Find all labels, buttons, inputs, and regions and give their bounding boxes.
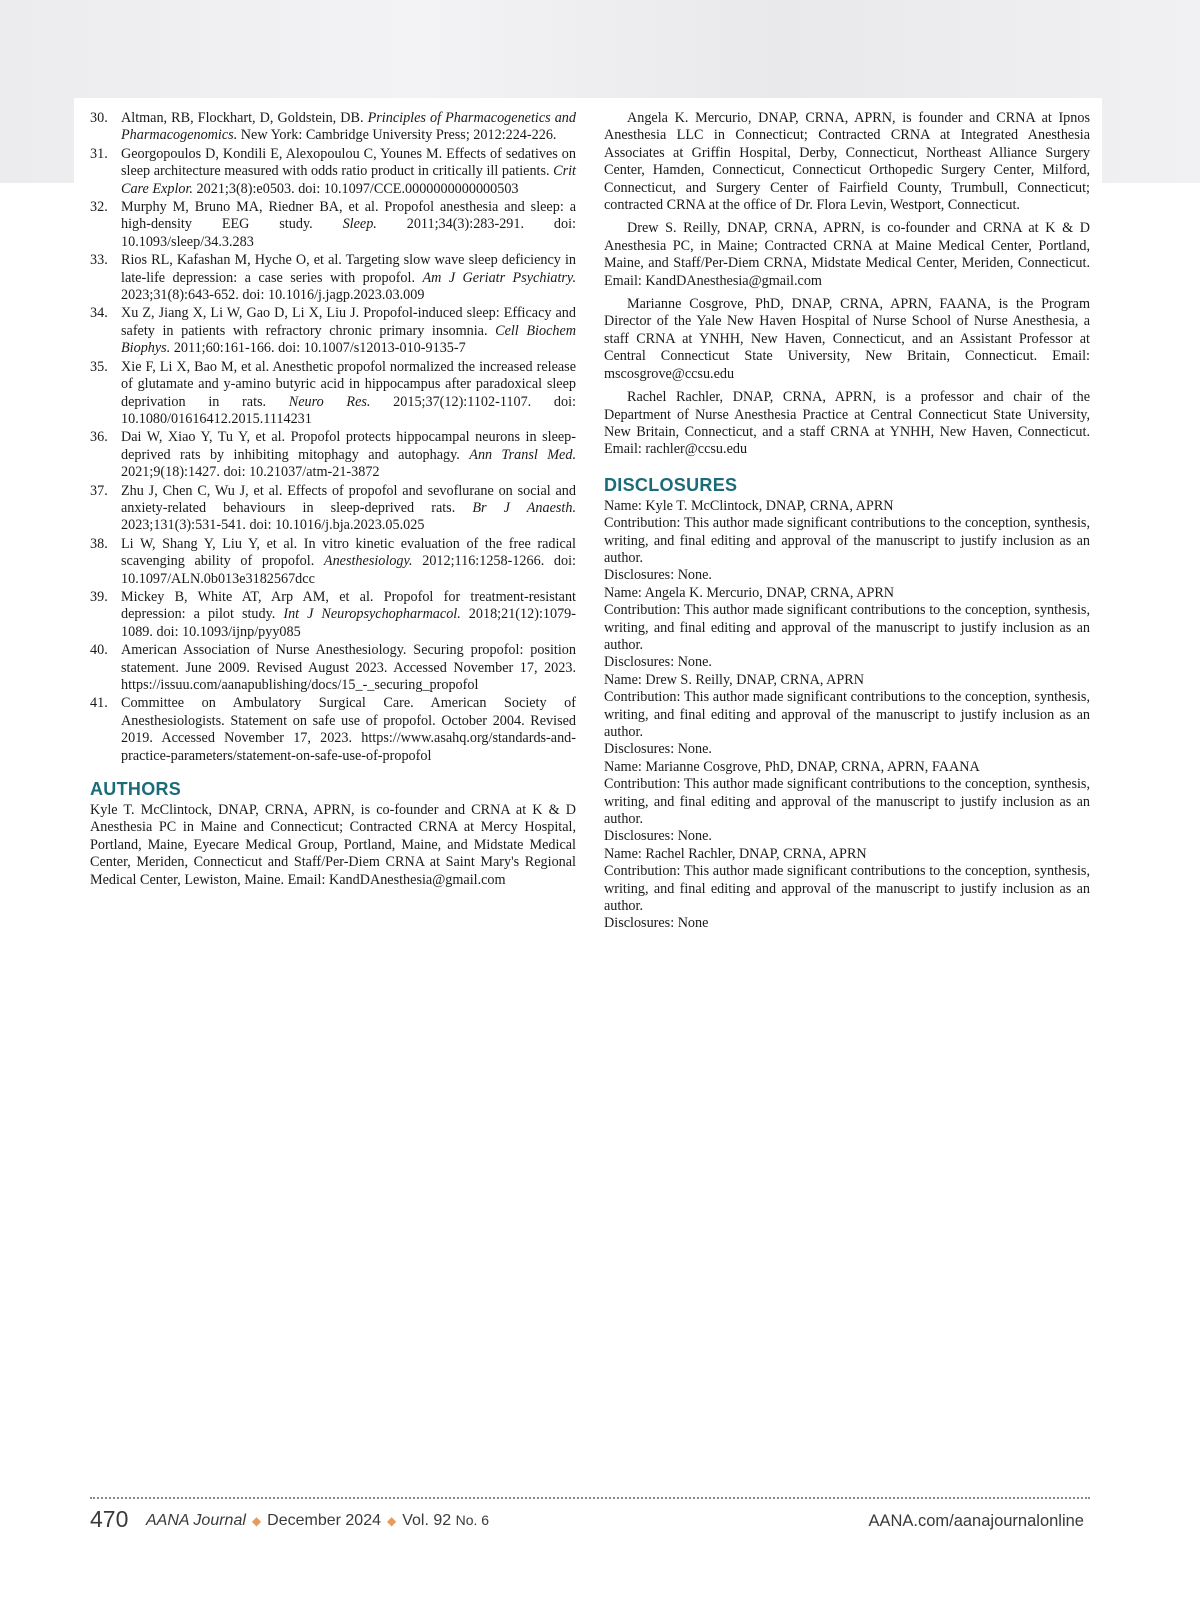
diamond-separator-icon: ◆ <box>251 1514 262 1528</box>
diamond-separator-icon: ◆ <box>386 1514 397 1528</box>
reference-text: Georgopoulos D, Kondili E, Alexopoulou C, Younes M. Effects of sedatives on sleep architecture measured with odds ratio product in critically ill patients. <box>121 145 576 180</box>
reference-text: Murphy M, Bruno MA, Riedner BA, et al. Propofol anesthesia and sleep: a high-density EEG study. <box>121 199 576 233</box>
author-bio: Angela K. Mercurio, DNAP, CRNA, APRN, is founder and CRNA at Ipnos Anesthesia LLC in Connecticut; Contracted CRNA at Integrated Anesthesia Associates at Griffin Hospital, Derby, Connecticut, Northeast Alliance Surgery Center, Hamden, Connecticut, Connecticut Orthopedic Surgery Center, Milford, Connecticut, and Surgery Center of Fairfield County, Trumbull, Connecticut; contracted CRNA at the office of Dr. Flora Levin, Westport, Connecticut. <box>604 110 1090 214</box>
disclosure-contribution: Contribution: This author made significant contributions to the conception, synthesis, writing, and final editing and approval of the manuscript to justify inclusion as an author. <box>604 863 1090 915</box>
reference-item <box>90 536 576 588</box>
journal-url-link[interactable]: AANA.com/aanajournalonline <box>868 1512 1084 1530</box>
authors-heading: AUTHORS <box>90 779 182 800</box>
reference-text: Li W, Shang Y, Liu Y, et al. In vitro kinetic evaluation of the free radical scavenging ability of propofol. <box>121 535 576 570</box>
reference-text: Xu Z, Jiang X, Li W, Gao D, Li X, Liu J. Propofol-induced sleep: Efficacy and safety in patients with refractory chronic primary insomnia. <box>121 305 576 339</box>
reference-journal-title: Anesthesiology. <box>323 553 413 570</box>
journal-name: AANA Journal <box>146 1512 246 1529</box>
reference-number: 41. <box>90 695 108 712</box>
reference-journal-title: Principles of Pharmacogenetics and Pharmacogenomics. <box>121 110 576 144</box>
right-column <box>604 110 1090 933</box>
author-bio: Drew S. Reilly, DNAP, CRNA, APRN, is co-founder and CRNA at K & D Anesthesia PC, in Maine; Contracted CRNA at Maine Medical Center, Portland, Maine, and Staff/Per-Diem CRNA, Midstate Medical Center, Meriden, Connecticut. Email: KandDAnesthesia@gmail.com <box>604 220 1090 289</box>
reference-text: 2011;60:161-166. doi: 10.1007/s12013-010-9135-7 <box>170 340 466 357</box>
reference-text: Committee on Ambulatory Surgical Care. American Society of Anesthesiologists. Statement on safe use of propofol. October 2004. Revised 2019. Accessed November 17, 2023. https://www.asahq.org/standards-and-practice-parameters/statement-on-safe-use-of-propofol <box>121 695 576 764</box>
page-footer <box>90 1502 1090 1538</box>
reference-text: Dai W, Xiao Y, Tu Y, et al. Propofol protects hippocampal neurons in sleep-deprived rats by inhibiting mitophagy and autophagy. <box>121 429 576 463</box>
disclosure-disclosure: Disclosures: None <box>604 915 709 932</box>
page-number: 470 <box>90 1506 129 1532</box>
disclosure-contribution: Contribution: This author made significant contributions to the conception, synthesis, writing, and final editing and approval of the manuscript to justify inclusion as an author. <box>604 689 1090 740</box>
disclosure-name: Name: Rachel Rachler, DNAP, CRNA, APRN <box>604 845 867 862</box>
disclosure-name: Name: Angela K. Mercurio, DNAP, CRNA, APRN <box>604 584 895 601</box>
disclosure-disclosure: Disclosures: None. <box>604 654 712 671</box>
reference-list <box>90 110 576 765</box>
reference-item <box>90 589 576 641</box>
reference-number: 36. <box>90 429 108 446</box>
reference-number: 37. <box>90 482 108 499</box>
reference-text: 2011;34(3):283-291. doi: 10.1093/sleep/34.3.283 <box>121 216 576 250</box>
reference-journal-title: Br J Anaesth. <box>472 499 577 516</box>
reference-text: 2015;37(12):1102-1107. doi: 10.1080/01616412.2015.1114231 <box>121 393 576 427</box>
reference-item <box>90 146 576 198</box>
author-bio: Marianne Cosgrove, PhD, DNAP, CRNA, APRN, FAANA, is the Program Director of the Yale New Haven Hospital of Nurse School of Nurse Anesthesia, a staff CRNA at YNHH, New Haven, Connecticut, and an Assistant Professor at Central Connecticut State University, New Britain, Connecticut. Email: mscosgrove@ccsu.edu <box>604 296 1090 382</box>
reference-number: 30. <box>90 110 108 126</box>
reference-number: 40. <box>90 642 108 659</box>
reference-text: American Association of Nurse Anesthesiology. Securing propofol: position statement. June 2009. Revised August 2023. Accessed November 17, 2023. https://issuu.com/aanapublishing/docs/15_-_securing_propofol <box>121 642 576 693</box>
reference-journal-title: Sleep. <box>342 216 377 233</box>
reference-text: Xie F, Li X, Bao M, et al. Anesthetic propofol normalized the increased release of glutamate and y-amino butyric acid in hippocampus after paradoxical sleep deprivation in rats. <box>121 358 576 410</box>
reference-number: 32. <box>90 199 108 216</box>
disclosure-disclosure: Disclosures: None. <box>604 741 712 758</box>
disclosure-name: Name: Marianne Cosgrove, PhD, DNAP, CRNA, APRN, FAANA <box>604 758 980 775</box>
disclosure-disclosure: Disclosures: None. <box>604 567 712 584</box>
author-bio: Kyle T. McClintock, DNAP, CRNA, APRN, is co-founder and CRNA at K & D Anesthesia PC in Maine and Connecticut; Contracted CRNA at Mercy Hospital, Portland, Maine, Eyecare Medical Group, Portland, Maine, and Midstate Medical Center, Meriden, Connecticut and Staff/Per-Diem CRNA at Saint Mary's Regional Medical Center, Lewiston, Maine. Email: KandDAnesthesia@gmail.com <box>90 802 576 888</box>
disclosures-heading: DISCLOSURES <box>604 474 738 495</box>
reference-journal-title: Crit Care Explor. <box>121 163 576 197</box>
reference-number: 35. <box>90 358 108 375</box>
reference-text: 2021;9(18):1427. doi: 10.21037/atm-21-3872 <box>121 464 380 481</box>
disclosure-name: Name: Drew S. Reilly, DNAP, CRNA, APRN <box>604 671 864 688</box>
reference-item <box>90 642 576 694</box>
reference-item <box>90 252 576 304</box>
issue-date: December 2024 <box>267 1512 381 1529</box>
reference-text: Rios RL, Kafashan M, Hyche O, et al. Targeting slow wave sleep deficiency in late-life depression: a case series with propofol. <box>121 252 576 286</box>
reference-number: 33. <box>90 252 108 269</box>
disclosure-contribution: Contribution: This author made significant contributions to the conception, synthesis, writing, and final editing and approval of the manuscript to justify inclusion as an author. <box>604 602 1090 653</box>
disclosures-list <box>604 498 1090 933</box>
reference-journal-title: Ann Transl Med. <box>469 446 576 463</box>
reference-journal-title: Int J Neuropsychopharmacol. <box>283 606 461 623</box>
reference-text: 2023;31(8):643-652. doi: 10.1016/j.jagp.2023.03.009 <box>121 287 425 304</box>
reference-item <box>90 305 576 357</box>
disclosure-disclosure: Disclosures: None. <box>604 828 712 845</box>
reference-item <box>90 110 576 145</box>
reference-text: Zhu J, Chen C, Wu J, et al. Effects of propofol and sevoflurane on social and anxiety-related behaviours in sleep-deprived rats. <box>121 482 576 516</box>
reference-text: 2021;3(8):e0503. doi: 10.1097/CCE.0000000000000503 <box>192 180 519 197</box>
reference-number: 38. <box>90 535 108 552</box>
reference-text: 2023;131(3):531-541. doi: 10.1016/j.bja.2023.05.025 <box>121 517 425 534</box>
reference-journal-title: Cell Biochem Biophys. <box>121 322 577 357</box>
reference-item <box>90 199 576 251</box>
reference-item <box>90 695 576 765</box>
left-column <box>90 110 576 895</box>
reference-item <box>90 483 576 535</box>
reference-item <box>90 359 576 429</box>
reference-text: 2018;21(12):1079-1089. doi: 10.1093/ijnp/pyy085 <box>121 606 576 640</box>
reference-journal-title: Am J Geriatr Psychiatry. <box>422 269 576 286</box>
reference-text: 2012;116:1258-1266. doi: 10.1097/ALN.0b013e3182567dcc <box>121 553 576 587</box>
reference-journal-title: Neuro Res. <box>288 393 371 410</box>
reference-text: New York: Cambridge University Press; 2012:224-226. <box>237 127 557 144</box>
reference-number: 31. <box>90 145 108 162</box>
reference-item <box>90 429 576 481</box>
disclosure-contribution: Contribution: This author made significant contributions to the conception, synthesis, writing, and final editing and approval of the manuscript to justify inclusion as an author. <box>604 776 1090 828</box>
disclosure-contribution: Contribution: This author made significant contributions to the conception, synthesis, writing, and final editing and approval of the manuscript to justify inclusion as an author. <box>604 515 1090 566</box>
issue-number: No. 6 <box>455 1512 490 1528</box>
footer-dotted-rule <box>90 1497 1090 1499</box>
author-bio: Rachel Rachler, DNAP, CRNA, APRN, is a professor and chair of the Department of Nurse Anesthesia Practice at Central Connecticut State University, New Britain, Connecticut, and a staff CRNA at YNHH, New Haven, Connecticut. Email: rachler@ccsu.edu <box>604 389 1090 458</box>
reference-number: 34. <box>90 305 108 322</box>
journal-citation <box>146 1512 489 1530</box>
reference-text: Altman, RB, Flockhart, D, Goldstein, DB. <box>121 110 368 126</box>
reference-text: Mickey B, White AT, Arp AM, et al. Propofol for treatment-resistant depression: a pilot study. <box>121 588 576 623</box>
disclosure-name: Name: Kyle T. McClintock, DNAP, CRNA, APRN <box>604 497 894 514</box>
reference-number: 39. <box>90 588 108 605</box>
volume: Vol. 92 <box>402 1512 452 1529</box>
